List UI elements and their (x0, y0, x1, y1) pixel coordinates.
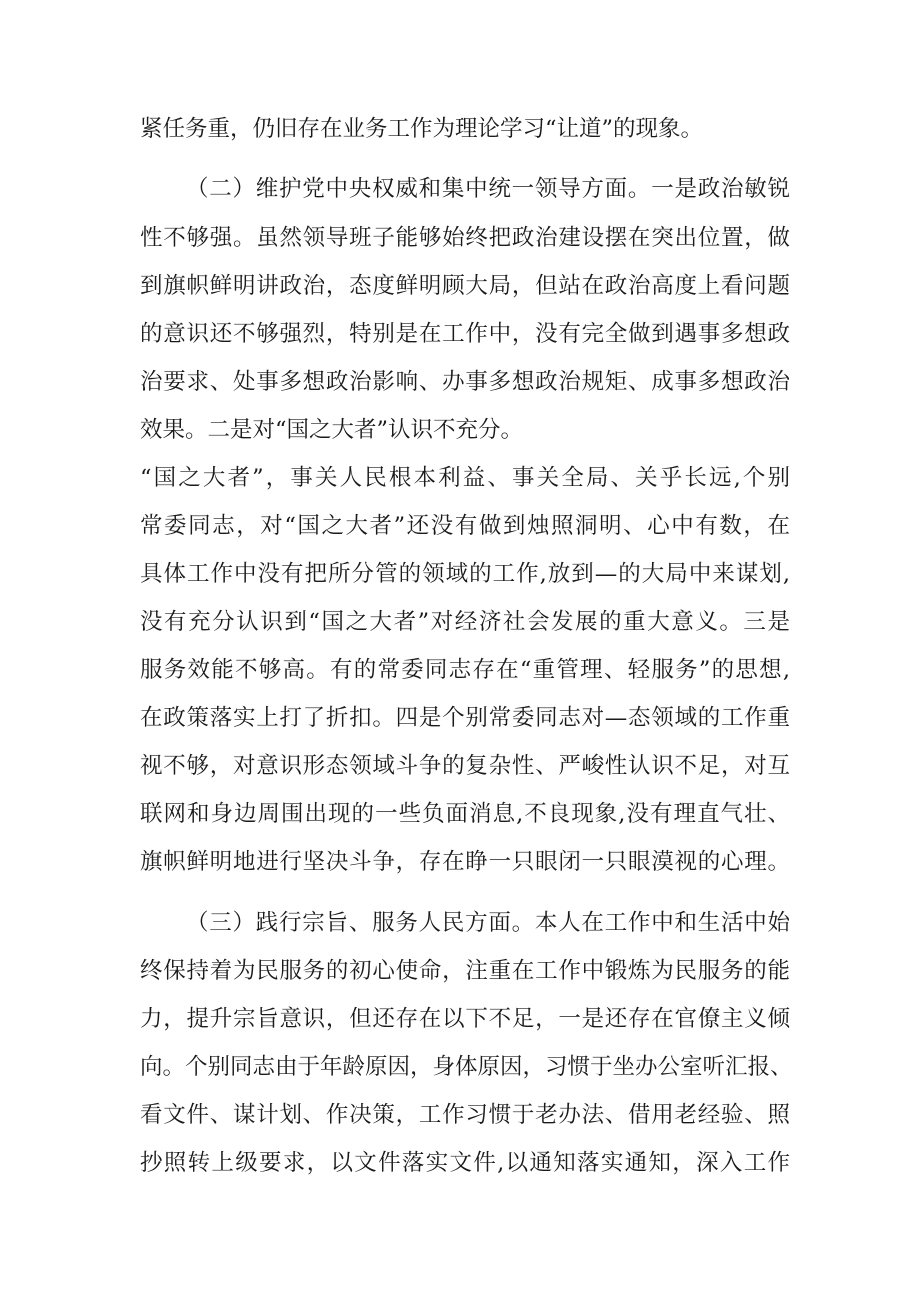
text-line-22: 抄照转上级要求，以文件落实文件,以通知落实通知，深入工作 (140, 1150, 790, 1176)
text-line-21: 看文件、谋计划、作决策，工作习惯于老办法、借用老经验、照 (140, 1102, 790, 1128)
text-line-12: 服务效能不够高。有的常委同志存在“重管理、轻服务”的思想, (140, 657, 790, 683)
text-line-2: （二）维护党中央权威和集中统一领导方面。一是政治敏锐 (186, 176, 790, 202)
text-line-14: 视不够，对意识形态领域斗争的复杂性、严峻性认识不足，对互 (140, 753, 790, 779)
text-line-17: （三）践行宗旨、服务人民方面。本人在工作中和生活中始 (186, 910, 790, 936)
text-line-6: 治要求、处事多想政治影响、办事多想政治规矩、成事多想政治 (140, 369, 790, 395)
text-line-4: 到旗帜鲜明讲政治，态度鲜明顾大局，但站在政治高度上看问题 (140, 273, 790, 299)
text-line-20: 向。个别同志由于年龄原因，身体原因，习惯于坐办公室听汇报、 (140, 1054, 793, 1080)
text-line-8: “国之大者”，事关人民根本利益、事关全局、关乎长远,个别 (140, 465, 790, 491)
text-line-18: 终保持着为民服务的初心使命，注重在工作中锻炼为民服务的能 (140, 958, 790, 984)
text-line-9: 常委同志，对“国之大者”还没有做到烛照洞明、心中有数，在 (140, 513, 790, 539)
text-line-3: 性不够强。虽然领导班子能够始终把政治建设摆在突出位置，做 (140, 225, 790, 251)
text-line-16: 旗帜鲜明地进行坚决斗争，存在睁一只眼闭一只眼漠视的心理。 (140, 849, 790, 875)
text-line-5: 的意识还不够强烈，特别是在工作中，没有完全做到遇事多想政 (140, 321, 790, 347)
text-line-7: 效果。二是对“国之大者”认识不充分。 (140, 417, 524, 443)
text-line-11: 没有充分认识到“国之大者”对经济社会发展的重大意义。三是 (140, 609, 790, 635)
text-line-19: 力，提升宗旨意识，但还存在以下不足，一是还存在官僚主义倾 (140, 1006, 790, 1032)
text-line-13: 在政策落实上打了折扣。四是个别常委同志对—态领域的工作重 (140, 705, 790, 731)
text-line-15: 联网和身边周围出现的一些负面消息,不良现象,没有理直气壮、 (140, 801, 790, 827)
text-line-10: 具体工作中没有把所分管的领域的工作,放到—的大局中来谋划, (140, 561, 790, 587)
text-line-1: 紧任务重，仍旧存在业务工作为理论学习“让道”的现象。 (140, 116, 704, 142)
